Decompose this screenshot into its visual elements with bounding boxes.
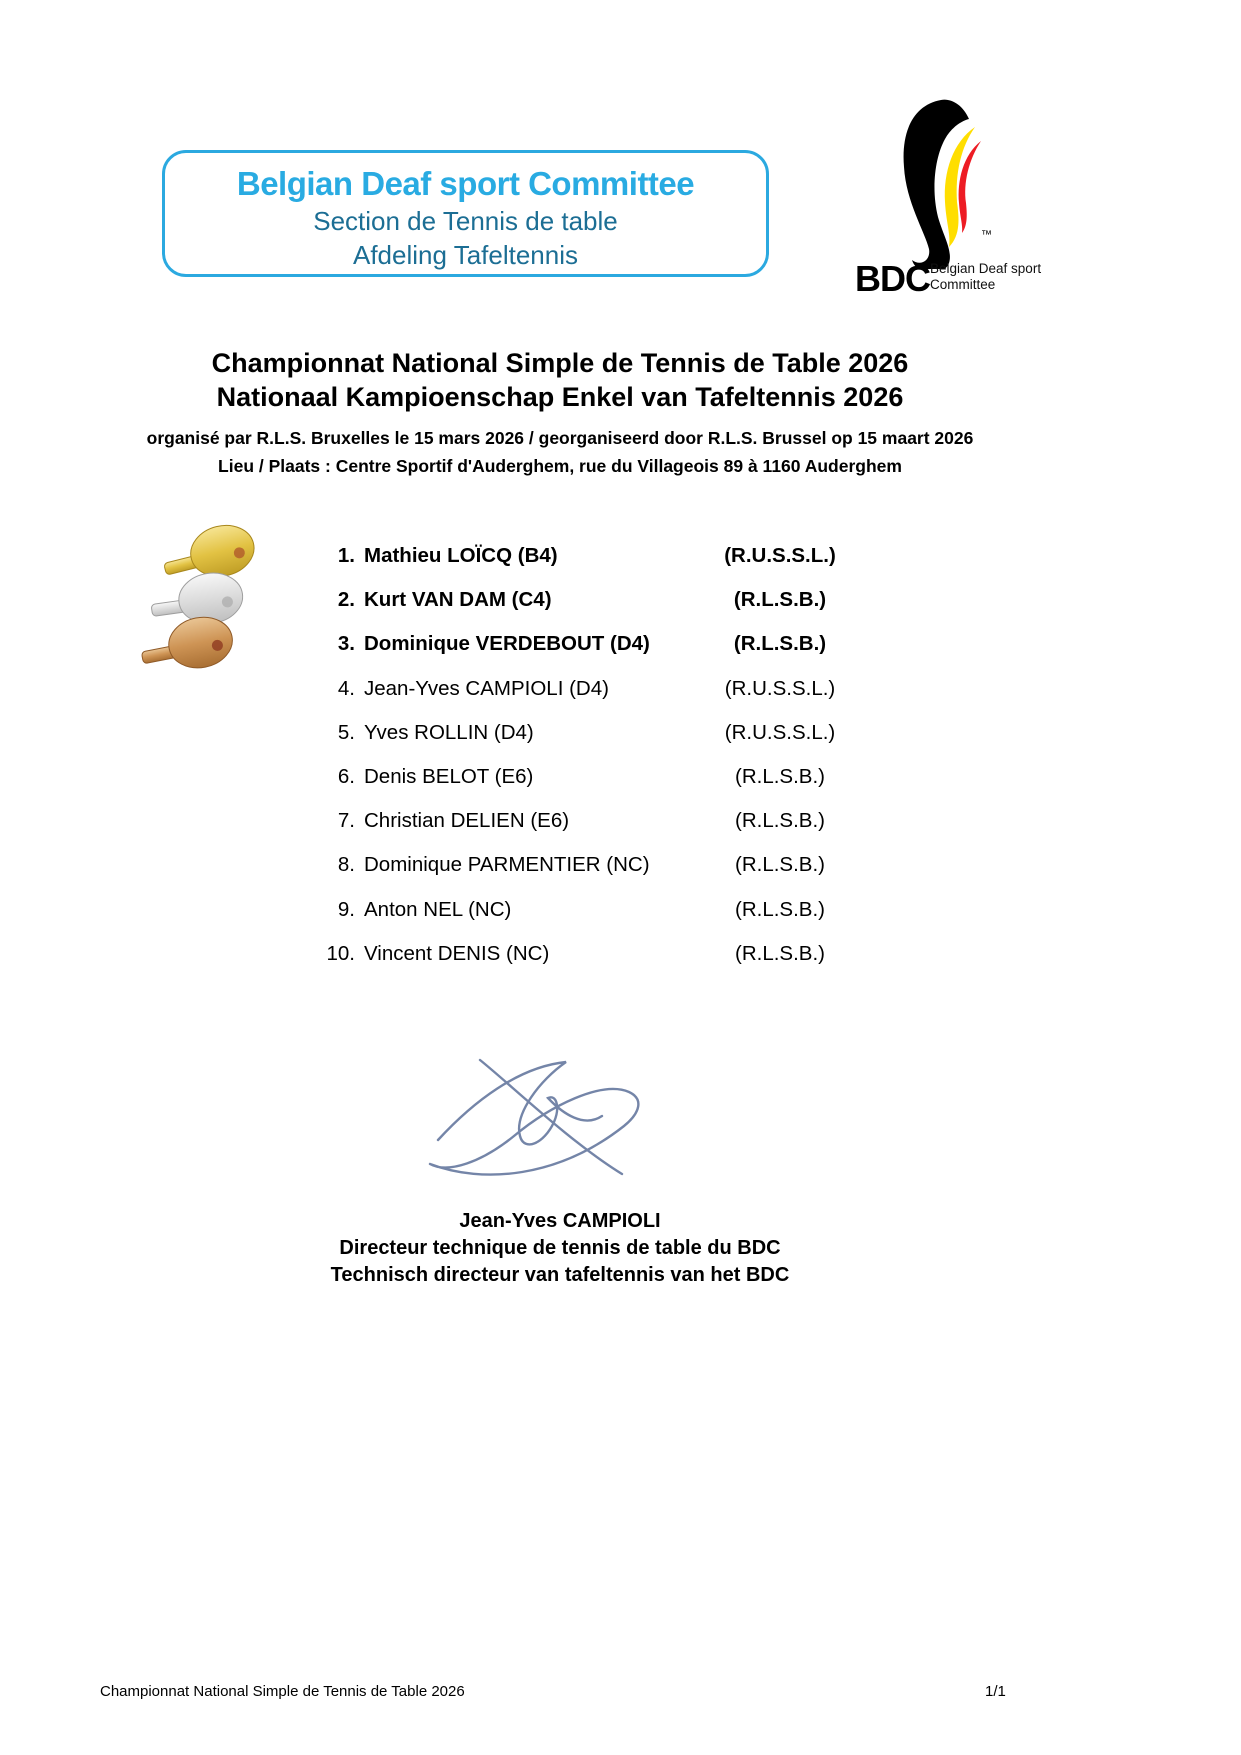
- player-name: Jean-Yves CAMPIOLI (D4): [364, 677, 609, 700]
- rank-number: 3.: [337, 632, 355, 655]
- result-row-9: [0, 898, 1000, 924]
- club-name: (R.L.S.B.): [735, 809, 825, 832]
- rank-number: 1.: [337, 544, 355, 567]
- event-title-nl: Nationaal Kampioenschap Enkel van Tafeltennis 2026: [216, 382, 904, 412]
- trademark-symbol: ™: [981, 229, 992, 241]
- footer-page-number: 1/1: [985, 1683, 1006, 1700]
- event-location-line: Lieu / Plaats : Centre Sportif d'Auderghem, rue du Villageois 89 à 1160 Auderghem: [218, 456, 902, 476]
- result-row-2: [0, 588, 1000, 614]
- bdc-caption-line2: Committee: [930, 277, 996, 292]
- signer-name: Jean-Yves CAMPIOLI: [459, 1210, 661, 1232]
- rank-number: 4.: [337, 677, 355, 700]
- club-name: (R.L.S.B.): [735, 898, 825, 921]
- committee-header-box: [162, 150, 769, 277]
- result-row-4: [0, 677, 1000, 703]
- committee-subtitle-fr: Section de Tennis de table: [313, 206, 618, 236]
- rank-number: 6.: [337, 765, 355, 788]
- event-organizer-line: organisé par R.L.S. Bruxelles le 15 mars 2026 / georganiseerd door R.L.S. Brussel op 15 maart 2026: [146, 428, 974, 448]
- club-name: (R.U.S.S.L.): [724, 677, 836, 700]
- club-name: (R.L.S.B.): [733, 588, 827, 611]
- club-name: (R.L.S.B.): [733, 632, 827, 655]
- result-row-6: [0, 765, 1000, 791]
- signer-title-nl: Technisch directeur van tafeltennis van het BDC: [330, 1264, 790, 1286]
- result-row-7: [0, 809, 1000, 835]
- player-name: Vincent DENIS (NC): [364, 942, 550, 965]
- rank-number: 9.: [337, 898, 355, 921]
- rank-number: 5.: [337, 721, 355, 744]
- club-name: (R.L.S.B.): [735, 765, 825, 788]
- result-row-1: [0, 544, 1000, 570]
- committee-subtitle-nl: Afdeling Tafeltennis: [352, 240, 578, 270]
- signature-block: [0, 1208, 1120, 1289]
- player-name: Dominique PARMENTIER (NC): [364, 853, 650, 876]
- committee-title: Belgian Deaf sport Committee: [236, 165, 695, 202]
- player-name: Christian DELIEN (E6): [364, 809, 570, 832]
- signer-title-fr: Directeur technique de tennis de table du BDC: [339, 1237, 781, 1259]
- bdc-flame-logo-icon: [893, 97, 1001, 269]
- rank-number: 2.: [337, 588, 355, 611]
- result-row-8: [0, 853, 1000, 879]
- event-title-block: [0, 346, 1120, 480]
- rank-number: 8.: [337, 853, 355, 876]
- result-row-5: [0, 721, 1000, 747]
- player-name: Dominique VERDEBOUT (D4): [364, 632, 650, 655]
- footer-document-title: Championnat National Simple de Tennis de Table 2026: [100, 1683, 465, 1700]
- rank-number: 10.: [326, 942, 355, 965]
- player-name: Anton NEL (NC): [364, 898, 512, 921]
- signature-ink-icon: [418, 1022, 668, 1197]
- bdc-caption-line1: Belgian Deaf sport: [930, 261, 1042, 276]
- club-name: (R.L.S.B.): [735, 853, 825, 876]
- player-name: Mathieu LOÏCQ (B4): [364, 544, 558, 567]
- bdc-caption: [930, 261, 1041, 293]
- bdc-acronym: BDC: [855, 258, 930, 299]
- event-title-fr: Championnat National Simple de Tennis de Table 2026: [211, 348, 909, 378]
- club-name: (R.U.S.S.L.): [724, 721, 836, 744]
- result-row-3: [0, 632, 1000, 658]
- club-name: (R.U.S.S.L.): [724, 544, 836, 567]
- player-name: Denis BELOT (E6): [364, 765, 534, 788]
- player-name: Yves ROLLIN (D4): [364, 721, 534, 744]
- player-name: Kurt VAN DAM (C4): [364, 588, 552, 611]
- rank-number: 7.: [337, 809, 355, 832]
- result-row-10: [0, 942, 1000, 968]
- club-name: (R.L.S.B.): [735, 942, 825, 965]
